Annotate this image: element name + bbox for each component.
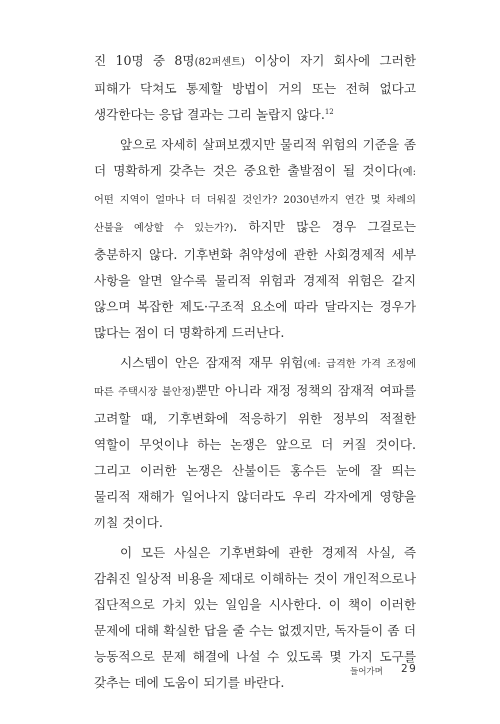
footnote-marker: 12 — [324, 107, 334, 116]
paragraph-text: 시스템이 안은 잠재적 재무 위험 — [120, 355, 304, 370]
inline-aside: (예: 급격한 가격 조정에 따른 주택시장 불안정) — [94, 359, 416, 398]
paragraph — [94, 48, 416, 128]
paragraph-text: 진 10명 중 8명 — [94, 53, 195, 68]
paragraph-text: 뿐만 아니라 재정 정책의 잠재적 여파를 고려할 때, 기후변화에 적응하기 위한 정부의 적절한 역할이 무엇이냐 하는 논쟁은 앞으로 더 커질 것이다. 그리고 이러한 논쟁은 산불이든 홍수든 눈에 잘 띄는 물리적 재해가 일어나지 않더라도 우리 각자에게 영향을 끼칠 것이다. — [94, 383, 416, 530]
inline-aside: (82퍼센트) — [194, 57, 246, 68]
paragraph-text: . 하지만 많은 경우 그걸로는 충분하지 않다. 기후변화 취약성에 관한 사회경제적 세부 사항을 알면 알수록 물리적 위험과 경제적 위험은 같지 않으며 복잡한 제도·구조적 요소에 따라 달라지는 경우가 많다는 점이 더 명확하게 드러난다. — [94, 219, 416, 340]
page-number: 29 — [401, 663, 418, 675]
running-chapter-title: 들어가며 — [350, 667, 383, 677]
paragraph-text: 앞으로 자세히 살펴보겠지만 물리적 위험의 기준을 좀 더 명확하게 갖추는 것은 중요한 출발점이 될 것이다 — [94, 137, 416, 178]
inline-aside: (예: 어떤 지역이 얼마나 더 더워질 것인가? 2030년까지 연간 몇 차례의 산불을 예상할 수 있는가?) — [94, 167, 416, 234]
body-text — [94, 48, 416, 700]
paragraph — [94, 132, 416, 346]
paragraph — [94, 350, 416, 536]
paragraph-text: 이 모든 사실은 기후변화에 관한 경제적 사실, 즉 감춰진 일상적 비용을 제대로 이해하는 것이 개인적으로나 집단적으로 가치 있는 일임을 시사한다. 이 책이 이러한 문제에 대해 확실한 답을 줄 수는 없겠지만, 독자들이 좀 더 능동적으로 문제 해결에 나설 수 있도록 몇 가지 도구를 갖추는 데에 도움이 되기를 바란다. — [94, 545, 416, 690]
paragraph-text: 이상이 자기 회사에 그러한 피해가 닥쳐도 통제할 방법이 거의 또는 전혀 없다고 생각한다는 응답 결과는 그리 놀랍지 않다. — [94, 53, 416, 122]
